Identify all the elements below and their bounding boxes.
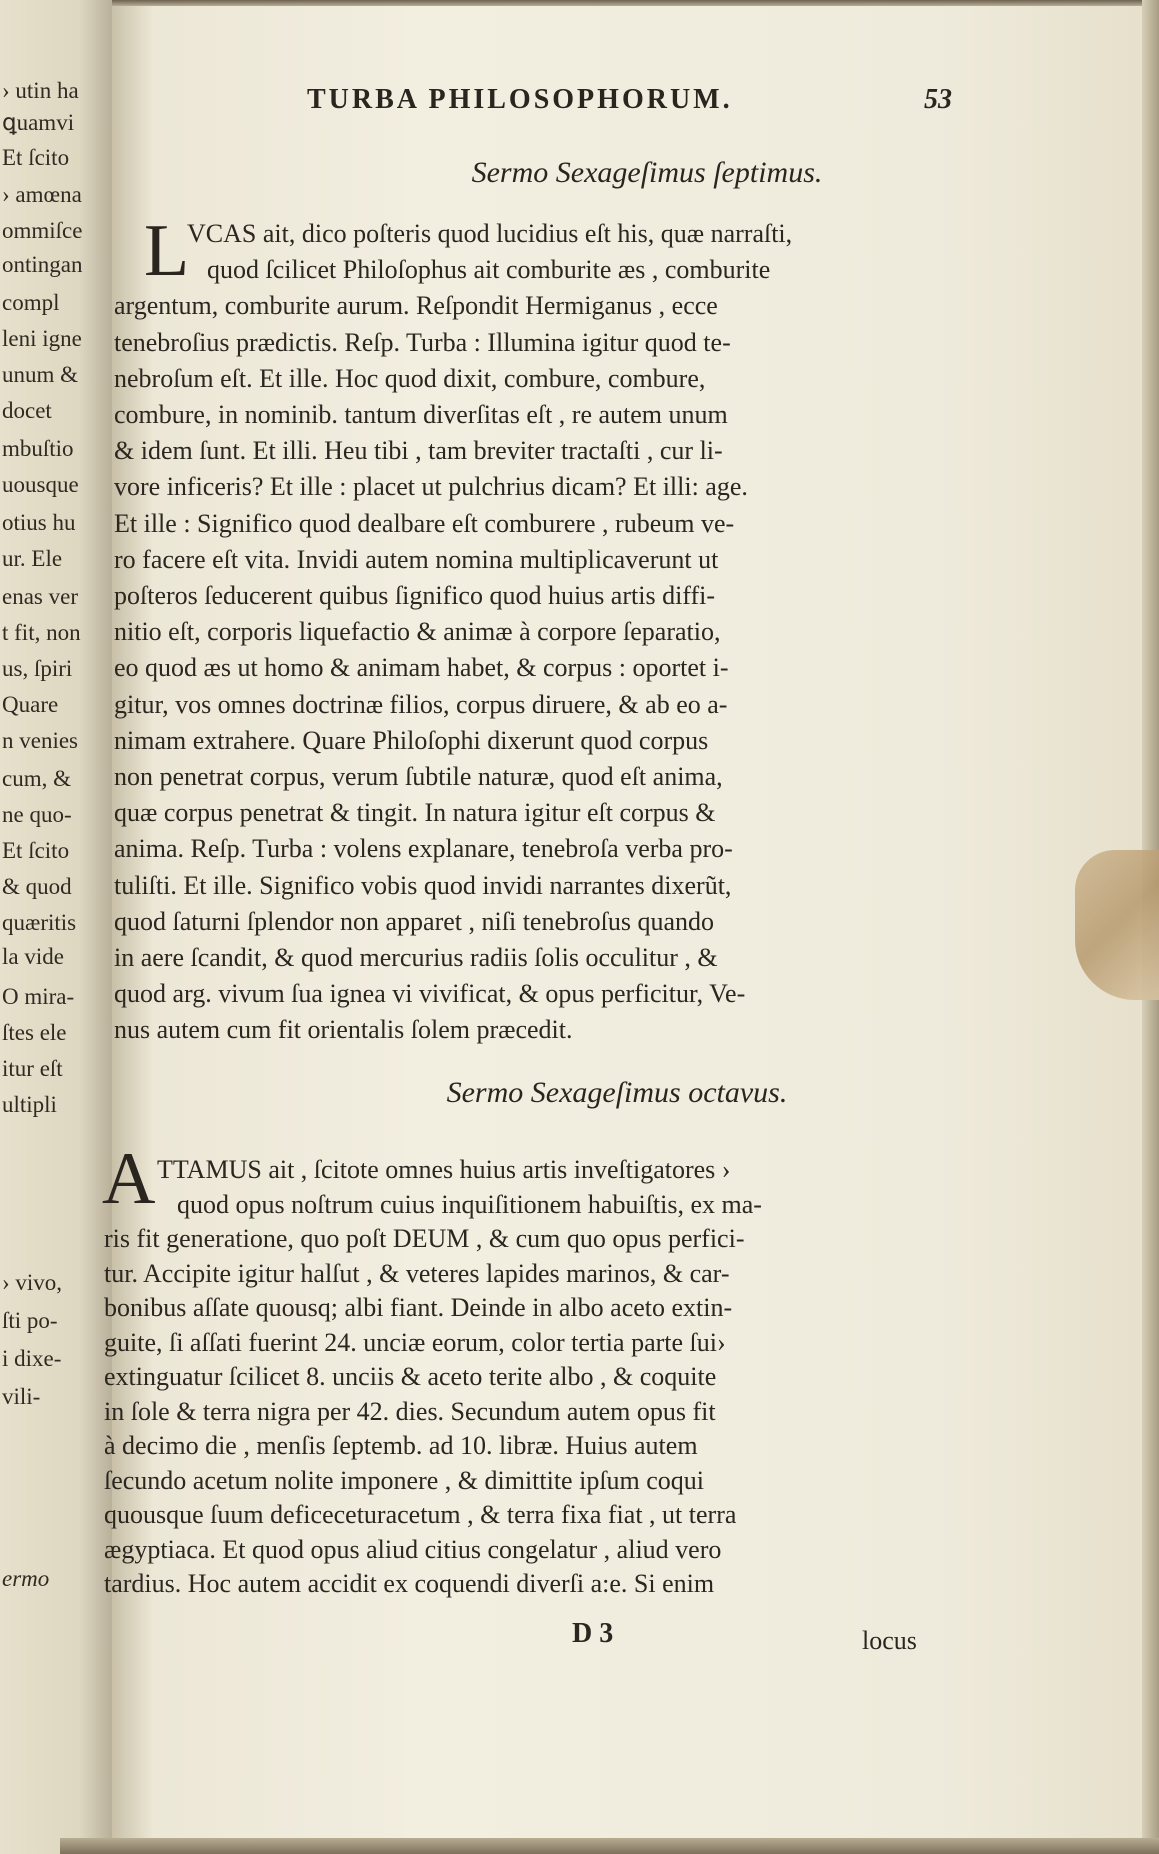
text-line: in aere ſcandit, & quod mercurius radiis ſolis occulitur , & xyxy=(114,943,718,972)
text-line: quæ corpus penetrat & tingit. In natura igitur eſt corpus & xyxy=(114,798,716,828)
previous-page-fragment: vili- xyxy=(2,1384,41,1409)
previous-page-fragment: ſtes ele xyxy=(2,1020,67,1045)
previous-page-fragment: & quod xyxy=(2,874,72,899)
dropcap-L: L xyxy=(144,210,190,292)
text-line: ſecundo acetum nolite imponere , & dimittite ipſum coqui xyxy=(104,1465,705,1495)
previous-page-fragment: leni igne xyxy=(2,326,82,351)
bookmark-ribbon xyxy=(1075,850,1159,1000)
text-line: nebroſum eſt. Et ille. Hoc quod dixit, combure, combure, xyxy=(114,363,706,393)
previous-page-margin xyxy=(0,0,112,1854)
previous-page-fragment: › vivo, xyxy=(2,1270,63,1295)
text-line: VCAS ait, dico poſteris quod lucidius eſt his, quæ narraſti, xyxy=(187,219,793,248)
text-line: nus autem cum fit orientalis ſolem præcedit. xyxy=(114,1015,573,1045)
text-line: combure, in nominib. tantum diverſitas eſt , re autem unum xyxy=(114,400,728,429)
text-line: quod arg. vivum ſua ignea vi vivificat, & opus perficitur, Ve- xyxy=(114,979,746,1009)
text-line: eo quod æs ut homo & animam habet, & corpus : oportet i- xyxy=(114,653,729,683)
previous-page-fragment: la vide xyxy=(2,944,64,969)
text-line: quod opus noſtrum cuius inquiſitionem habuiſtis, ex ma- xyxy=(177,1189,762,1219)
previous-page-fragment: n venies xyxy=(2,728,79,753)
text-line: nitio eſt, corporis liquefactio & animæ à corpore ſeparatio, xyxy=(114,617,721,647)
previous-page-fragment: quæritis xyxy=(2,910,77,935)
text-line: ris fit generatione, quo poſt DEUM , & cum quo opus perfici- xyxy=(104,1224,745,1253)
text-line: tuliſti. Et ille. Significo vobis quod invidi narrantes dixerũt, xyxy=(114,870,732,900)
running-head xyxy=(112,84,1142,120)
previous-page-fragment: Quare xyxy=(2,692,59,717)
text-line: ægyptiaca. Et quod opus aliud citius congelatur , aliud vero xyxy=(104,1534,722,1564)
text-line: à decimo die , menſis ſeptemb. ad 10. libræ. Huius autem xyxy=(104,1431,698,1460)
text-line: & idem ſunt. Et illi. Heu tibi , tam breviter tractaſti , cur li- xyxy=(114,436,723,466)
running-head-title: TURBA PHILOSOPHORUM. xyxy=(307,84,733,115)
text-line: guite, ſi aſſati fuerint 24. unciæ eorum, color tertia parte ſui› xyxy=(104,1327,726,1357)
text-line: argentum, comburite aurum. Reſpondit Hermiganus , ecce xyxy=(114,291,718,321)
previous-page-fragment: Et ſcito xyxy=(2,838,70,863)
text-line: nimam extrahere. Quare Philoſophi dixerunt quod corpus xyxy=(114,725,709,755)
previous-page-fragment: Et ſcito xyxy=(2,145,70,170)
previous-page-fragment: cum, & xyxy=(2,766,71,791)
previous-page-fragment: compl xyxy=(2,290,60,315)
text-line: vore inficeris? Et ille : placet ut pulchrius dicam? Et illi: age. xyxy=(114,472,748,502)
text-line: anima. Reſp. Turba : volens explanare, tenebroſa verba pro- xyxy=(114,834,733,864)
text-line: in ſole & terra nigra per 42. dies. Secundum autem opus fit xyxy=(104,1396,716,1426)
previous-page-fragment: O mira- xyxy=(2,984,75,1009)
signature-mark: D 3 xyxy=(572,1618,614,1649)
previous-page-fragment: › amœna xyxy=(2,182,82,207)
section-heading-67: Sermo Sexageſimus ſeptimus. xyxy=(471,156,823,189)
book-bottom-edge xyxy=(60,1838,1159,1854)
previous-page-fragment: unum & xyxy=(2,362,79,387)
text-line: poſteros ſeducerent quibus ſignifico quod huius artis diffi- xyxy=(114,581,716,610)
text-line: non penetrat corpus, verum ſubtile naturæ, quod eſt anima, xyxy=(114,762,723,791)
previous-page-fragment: ur. Ele xyxy=(2,546,63,571)
text-line: ro facere eſt vita. Invidi autem nomina multiplicaverunt ut xyxy=(114,544,719,574)
previous-page-fragment: docet xyxy=(2,398,52,423)
text-line: quousque ſuum deficeceturacetum , & terra fixa fiat , ut terra xyxy=(104,1500,737,1529)
text-line: extinguatur ſcilicet 8. unciis & aceto terite albo , & coquite xyxy=(104,1362,717,1391)
text-line: tur. Accipite igitur halſut , & veteres lapides marinos, & car- xyxy=(104,1258,730,1288)
text-line: bonibus aſſate quousq; albi fiant. Deinde in albo aceto extin- xyxy=(104,1293,733,1322)
text-line: tardius. Hoc autem accidit ex coquendi diverſi a:e. Si enim xyxy=(104,1569,715,1598)
text-line: TTAMUS ait , ſcitote omnes huius artis inveſtigatores › xyxy=(157,1155,731,1184)
previous-page-fragment: t fit, non xyxy=(2,620,81,645)
book-page xyxy=(102,6,1142,1838)
previous-page-fragment: ultipli xyxy=(2,1092,57,1117)
section-heading-68: Sermo Sexageſimus octavus. xyxy=(446,1076,788,1109)
previous-page-fragment: otius hu xyxy=(2,510,76,535)
text-line: quod ſaturni ſplendor non apparet , niſi tenebroſus quando xyxy=(114,906,715,936)
previous-page-fragment: enas ver xyxy=(2,584,78,609)
text-line: quod ſcilicet Philoſophus ait comburite æs , comburite xyxy=(207,255,771,285)
previous-page-fragment: i dixe- xyxy=(2,1346,62,1371)
previous-page-fragment: ontingan xyxy=(2,252,83,277)
previous-page-fragment: ermo xyxy=(2,1566,50,1591)
dropcap-A: A xyxy=(102,1138,156,1220)
text-line: Et ille : Significo quod dealbare eſt comburere , rubeum ve- xyxy=(114,508,735,538)
text-line: gitur, vos omnes doctrinæ filios, corpus diruere, & ab eo a- xyxy=(114,689,728,719)
previous-page-fragment: ommiſce xyxy=(2,218,83,243)
previous-page-fragment: ne quo- xyxy=(2,802,72,827)
text-line: tenebroſius prædictis. Reſp. Turba : Illumina igitur quod te- xyxy=(114,327,731,357)
previous-page-fragment: mbuſtio xyxy=(2,436,74,461)
previous-page-fragment: us, ſpiri xyxy=(2,656,73,681)
previous-page-fragment: › utin ha xyxy=(2,78,79,103)
previous-page-fragment: uousque xyxy=(2,472,79,497)
page-number: 53 xyxy=(924,84,952,115)
catchword: locus xyxy=(862,1626,917,1655)
previous-page-fragment: ſti po- xyxy=(2,1308,58,1333)
previous-page-fragment: itur eſt xyxy=(2,1056,63,1081)
previous-page-fragment: ꝗuamvi xyxy=(2,110,75,135)
